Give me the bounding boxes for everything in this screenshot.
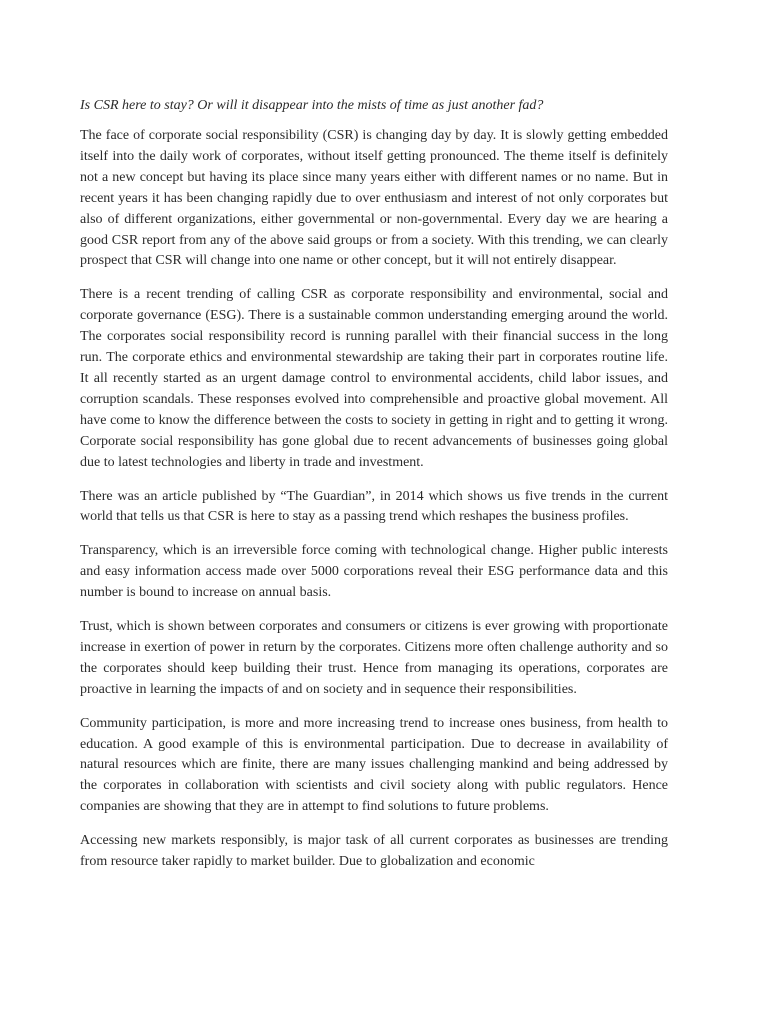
paragraph-trust: Trust, which is shown between corporates and consumers or citizens is ever growing with proportionate increase in exertion of power in return by the corporates. Citizens more often challenge authority and so the corporates should keep building their trust. Hence from managing its operations, corporates are proactive in learning the impacts of and on society and in sequence their responsibilities. <box>80 619 668 697</box>
paragraph-esg: There is a recent trending of calling CSR as corporate responsibility and environmental, social and corporate governance (ESG). There is a sustainable common understanding emerging around the world. The corporates social responsibility record is running parallel with their financial success in the long run. The corporate ethics and environmental stewardship are taking their part in corporates routine life. It all recently started as an urgent damage control to environmental accidents, child labor issues, and corruption scandals. These responses evolved into comprehensible and proactive global movement. All have come to know the difference between the costs to society in getting in right and to getting it wrong. Corporate social responsibility has gone global due to recent advancements of businesses going global due to latest technologies and liberty in trade and investment. <box>80 287 668 470</box>
document-body <box>80 96 668 886</box>
paragraph-community: Community participation, is more and more increasing trend to increase ones business, from health to education. A good example of this is environmental participation. Due to decrease in availability of natural resources which are finite, there are many issues challenging mankind and being addressed by the corporates in collaboration with scientists and civil society along with public regulators. Hence companies are showing that they are in attempt to find solutions to future problems. <box>80 715 668 815</box>
document-heading: Is CSR here to stay? Or will it disappear into the mists of time as just another fad? <box>80 98 544 113</box>
paragraph-guardian: There was an article published by “The Guardian”, in 2014 which shows us five trends in the current world that tells us that CSR is here to stay as a passing trend which reshapes the business profiles. <box>80 488 668 525</box>
paragraph-markets: Accessing new markets responsibly, is major task of all current corporates as businesses are trending from resource taker rapidly to market builder. Due to globalization and economic <box>80 833 668 870</box>
paragraph-transparency: Transparency, which is an irreversible force coming with technological change. Higher public interests and easy information access made over 5000 corporations reveal their ESG performance data and this number is bound to increase on annual basis. <box>80 543 668 601</box>
paragraph-intro: The face of corporate social responsibility (CSR) is changing day by day. It is slowly getting embedded itself into the daily work of corporates, without itself getting pronounced. The theme itself is definitely not a new concept but having its place since many years either with different names or no name. But in recent years it has been changing rapidly due to over enthusiasm and interest of not only corporates but also of different organizations, either governmental or non-governmental. Every day we are hearing a good CSR report from any of the above said groups or from a society. With this trending, we can clearly prospect that CSR will change into one name or other concept, but it will not entirely disappear. <box>80 128 668 269</box>
